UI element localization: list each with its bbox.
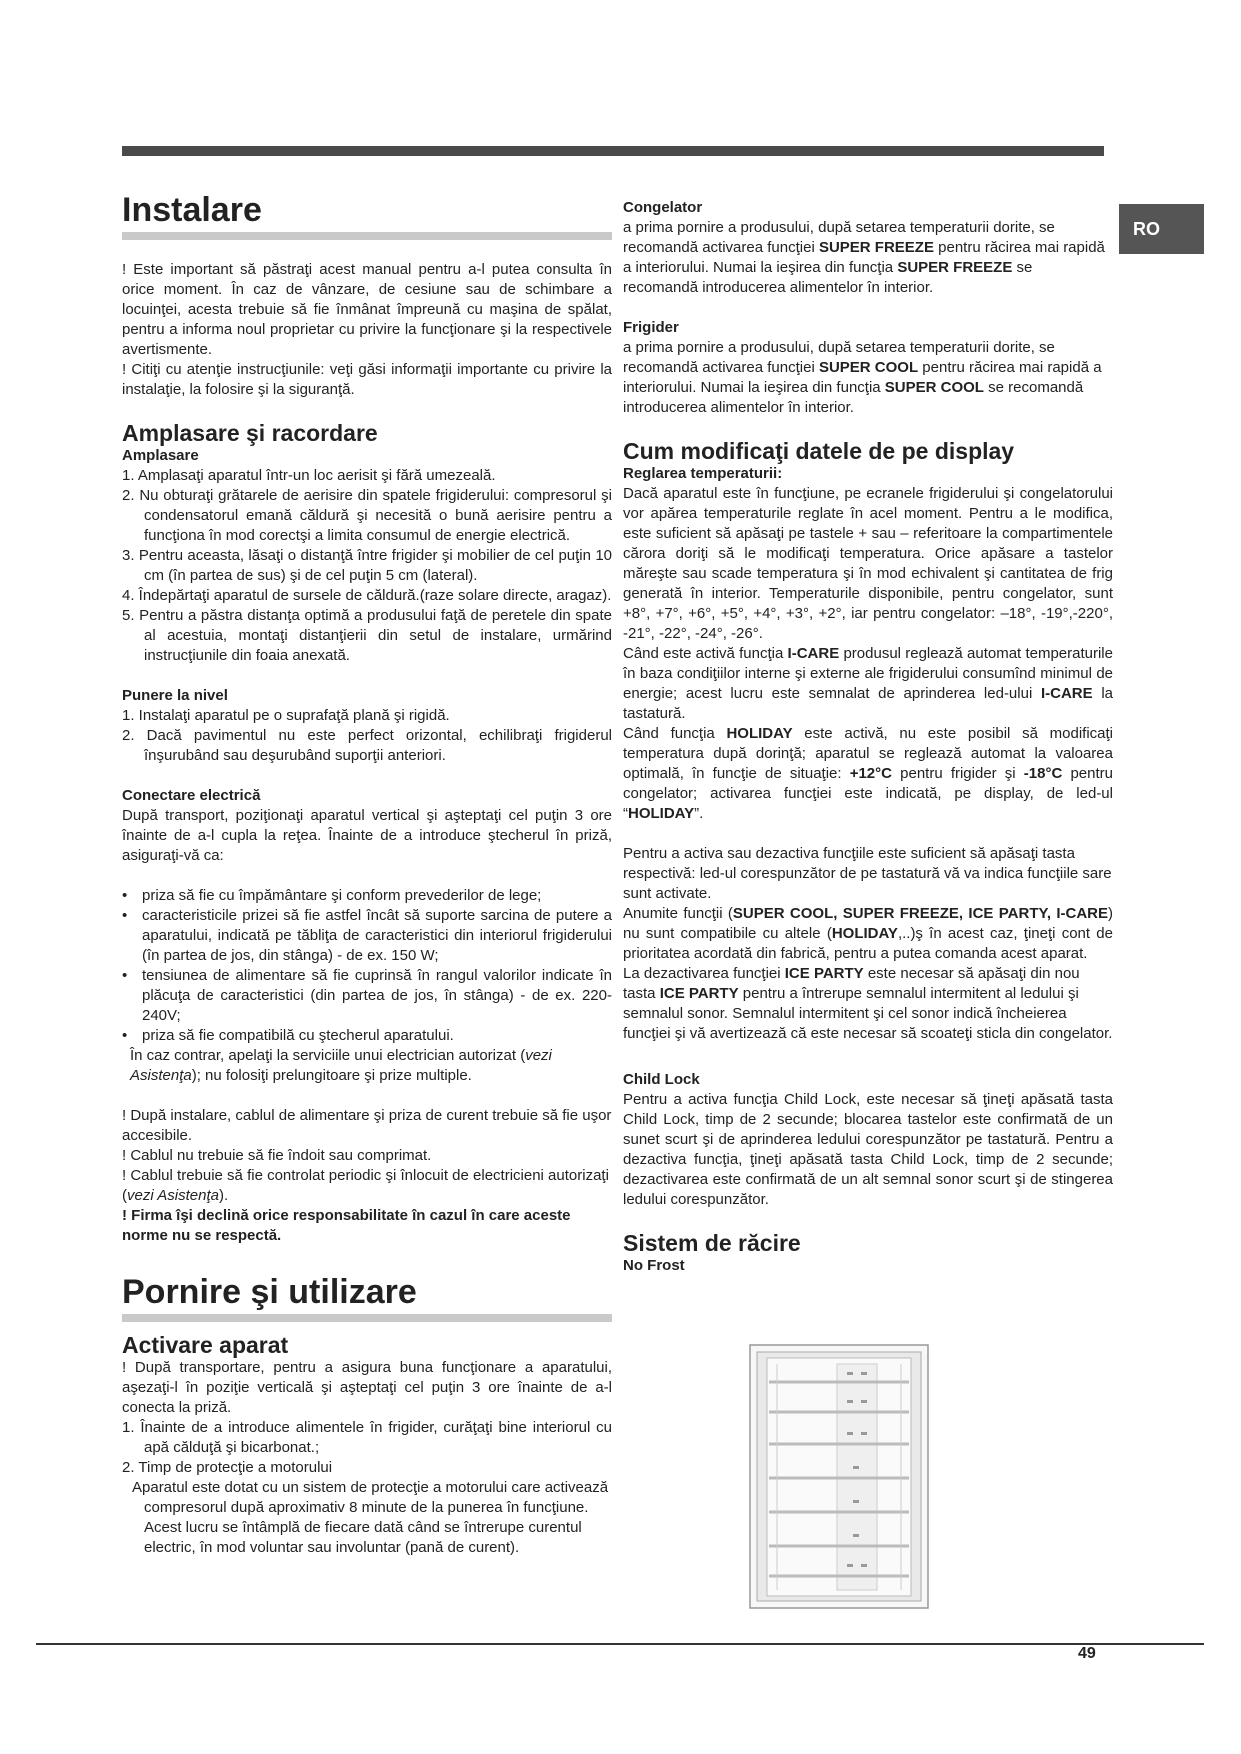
bullet-item: • priza să fie compatibilă cu ştecherul aparatului.	[122, 1026, 612, 1046]
activare-intro: ! După transportare, pentru a asigura buna funcţionare a aparatului, aşezaţi-l în poziţie verticală şi aşteptaţi cel puţin 3 ore înainte de a-l conecta la priză.	[122, 1359, 612, 1416]
right-column	[623, 198, 1113, 1276]
list-item: 2. Dacă pavimentul nu este perfect orizontal, echilibraţi frigiderul înşurubând sau deşurubând suporţii anteriori.	[122, 727, 612, 764]
anumite-text: Anumite funcţii (SUPER COOL, SUPER FREEZE, ICE PARTY, I-CARE) nu sunt compatibile cu altele (HOLIDAY,..)ş în acest caz, ţineţi cont de prioritatea acordată din fabrică, pentru a putea comanda acest aparat.	[623, 905, 1113, 962]
activ-text: Pentru a activa sau dezactiva funcţiile este suficient să apăsaţi tasta respectivă: led-ul corespunzător de pe tastatură vă va indica funcţiile sare sunt activate.	[623, 845, 1112, 902]
left-column	[122, 190, 612, 1558]
subsection-title-display: Cum modificaţi datele de pe display	[623, 438, 1015, 464]
subsection-title-racire: Sistem de răcire	[623, 1230, 801, 1256]
intro-paragraph-2: ! Citiţi cu atenţie instrucţiunile: veţi găsi informaţii importante cu privire la instalaţie, la folosire şi la siguranţă.	[122, 361, 612, 398]
footer-rule	[36, 1643, 1204, 1645]
bullet-item: • priza să fie cu împământare şi conform prevederilor de lege;	[122, 886, 612, 906]
intro-paragraph-1: ! Este important să păstraţi acest manual pentru a-l putea consulta în orice moment. În caz de vânzare, de cesiune sau de schimbare a locuinţei, acesta trebuie să fie înmânat împreună cu maşina de spălat, pentru a informa noul proprietar cu privire la funcţionare şi la respectivele avertismente.	[122, 261, 612, 358]
activare-item2-text: Aparatul este dotat cu un sistem de protecţie a motorului care activează compresorul după aproximativ 8 minute de la punerea în funcţiune. Acest lucru se întâmplă de fiecare dată când se întrerupe curentul electric, în mod voluntar sau involuntar (pană de curent).	[132, 1479, 609, 1556]
top-bar	[122, 146, 1104, 156]
list-item: 1. Instalaţi aparatul pe o suprafaţă plană şi rigidă.	[122, 707, 450, 724]
warning-3: ! Cablul trebuie să fie controlat periodic şi înlocuit de electricieni autorizaţi (vezi Asistenţa).	[122, 1167, 609, 1204]
bullet-item: • caracteristicile prizei să fie astfel încât să suporte sarcina de putere a aparatului, indicată pe tăbliţa de caracteristici din interiorul frigiderului (în partea de jos, din stânga) - de ex. 150 W;	[122, 906, 612, 966]
list-item: 2. Nu obturaţi grătarele de aerisire din spatele frigiderului: compresorul şi condensatorul emană căldură şi necesită o bună aerisire pentru a funcţiona în mod corectşi a limita consumul de energie electrică.	[122, 487, 612, 544]
bullet-item: • tensiunea de alimentare să fie cuprinsă în rangul valorilor indicate în plăcuţa de caracteristici (din partea de jos, în stânga) - de ex. 220-240V;	[122, 966, 612, 1026]
list-item: 1. Înainte de a introduce alimentele în frigider, curăţaţi bine interiorul cu apă călduţă şi bicarbonat.;	[122, 1419, 612, 1456]
electrica-intro: După transport, poziţionaţi aparatul vertical şi aşteptaţi cel puţin 3 ore înainte de a-l cupla la reţea. Înainte de a introduce ştecherul în priză, asiguraţi-vă ca:	[122, 807, 612, 864]
frigider-text: a prima pornire a produsului, după setarea temperaturii dorite, se recomandă activarea funcţiei SUPER COOL pentru răcirea mai rapidă a interiorului. Numai la ieşirea din funcţia SUPER COOL se recomandă introducerea alimentelor în interior.	[623, 339, 1102, 416]
reglarea-text: Dacă aparatul este în funcţiune, pe ecranele frigiderului şi congelatorului vor apărea temperaturile reglate în acel moment. Pentru a le modifica, este suficient să apăsaţi pe tastele + sau – referitoare la compartimentele cărora doriţi să le modificaţi temperatura. Orice apăsare a tastelor măreşte sau scade temperatura şi în mod echivalent şi cantitatea de frig generată în interior. Temperaturile disponibile, pentru congelator, sunt +8°, +7°, +6°, +5°, +4°, +3°, +2°, iar pentru congelator: –18°, -19°,-220°, -21°, -22°, -24°, -26°.	[623, 485, 1113, 642]
subsection-title-activare: Activare aparat	[122, 1332, 289, 1358]
heading-congelator: Congelator	[623, 199, 703, 216]
list-item: 1. Amplasaţi aparatul într-un loc aerisit şi fără umezeală.	[122, 467, 496, 484]
list-item: 4. Îndepărtaţi aparatul de sursele de căldură.(raze solare directe, aragaz).	[122, 587, 612, 604]
congelator-text: a prima pornire a produsului, după setarea temperaturii dorite, se recomandă activarea funcţiei SUPER FREEZE pentru răcirea mai rapidă a interiorului. Numai la ieşirea din funcţia SUPER FREEZE se recomandă introducerea alimentelor în interior.	[623, 219, 1105, 296]
list-item: 2. Timp de protecţie a motorului	[122, 1459, 333, 1476]
heading-child-lock: Child Lock	[623, 1071, 700, 1088]
warning-1: ! După instalare, cablul de alimentare şi priza de curent trebuie să fie uşor accesibile.	[122, 1107, 612, 1144]
fridge-interior-illustration	[749, 1344, 929, 1609]
page-number: 49	[1078, 1645, 1096, 1662]
language-tab: RO	[1119, 204, 1204, 254]
electrica-contrar: În caz contrar, apelaţi la serviciile unui electrician autorizat (vezi Asistenţa); nu folosiţi prelungitoare şi prize multiple.	[130, 1047, 552, 1084]
section-title-pornire: Pornire şi utilizare	[122, 1272, 612, 1322]
list-item: 3. Pentru aceasta, lăsaţi o distanţă între frigider şi mobilier de cel puţin 10 cm (în partea de sus) şi de cel puţin 5 cm (lateral).	[122, 547, 612, 584]
list-item: 5. Pentru a păstra distanţa optimă a produsului faţă de peretele din spate al acestuia, montaţi distanţierii din setul de instalare, urmărind instrucţiunile din foaia anexată.	[122, 607, 612, 664]
heading-amplasare: Amplasare	[122, 447, 199, 464]
holiday-text: Când funcţia HOLIDAY este activă, nu este posibil să modificaţi temperatura după dorinţă; aparatul se reglează automat la valoarea optimală, în funcţie de situaţie: +12°C pentru frigider şi -18°C pentru congelator; activarea funcţiei este indicată, pe display, de led-ul “HOLIDAY”.	[623, 725, 1113, 822]
heading-frigider: Frigider	[623, 319, 679, 336]
heading-no-frost: No Frost	[623, 1257, 685, 1274]
child-lock-text: Pentru a activa funcţia Child Lock, este necesar să ţineţi apăsată tasta Child Lock, timp de 2 secunde; blocarea tastelor este confirmată de un sunet scurt şi de aprinderea ledului corespunzător pe tastatură. Pentru a dezactiva funcţia, ţineţi apăsată tasta Child Lock, timp de 2 secunde; dezactivarea este confirmată de un alt semnal sonor scurt şi de stingerea ledului corespunzător.	[623, 1091, 1113, 1208]
heading-punere-la-nivel: Punere la nivel	[122, 687, 228, 704]
ice-party-text: La dezactivarea funcţiei ICE PARTY este necesar să apăsaţi din nou tasta ICE PARTY pentru a întrerupe semnalul intermitent al ledului şi semnalul sonor. Semnalul intermitent şi cel sonor indică încheierea funcţiei şi vă avertizează că este necesar să scoateţi sticla din congelator.	[623, 965, 1113, 1042]
warning-2: ! Cablul nu trebuie să fie îndoit sau comprimat.	[122, 1147, 432, 1164]
heading-conectare-electrica: Conectare electrică	[122, 787, 261, 804]
warning-4: ! Firma îşi declină orice responsabilitate în cazul în care aceste norme nu se respectă.	[122, 1207, 571, 1244]
icare-text: Când este activă funcţia I-CARE produsul reglează automat temperaturile în baza condiţiilor interne şi externe ale frigiderului consumînd minimul de energie; acest lucru este semnalat de aprinderea led-ului I-CARE la tastatură.	[623, 645, 1113, 722]
heading-reglarea: Reglarea temperaturii:	[623, 465, 783, 482]
subsection-title-amplasare: Amplasare şi racordare	[122, 420, 378, 446]
section-title-instalare: Instalare	[122, 190, 612, 240]
